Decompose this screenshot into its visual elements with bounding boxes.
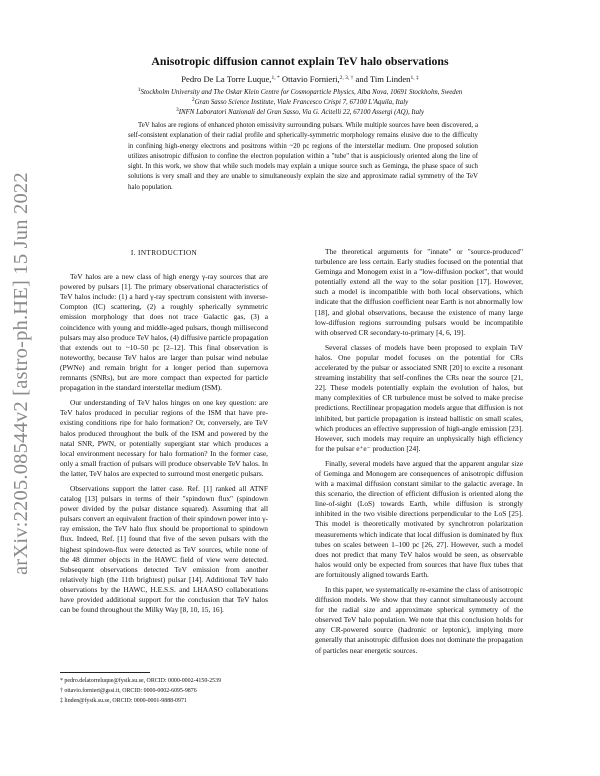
abstract: TeV halos are regions of enhanced photon emissivity surrounding pulsars. While multiple sources have been discovered, a self-consistent explanation of their radial profile and spherically-symmetric morphology remains elusive due to the difficulty in confining high-energy electrons and positrons within ~20 pc regions of the interstellar medium. One proposed solution utilizes anisotropic diffusion to confine the electron population within a "tube" that is auspiciously oriented along the line of sight. In this work, we show that while such models may explain a unique source such as Geminga, the phase space of such solutions is very small and they are unable to simultaneously explain the size and approximate radial symmetry of the TeV halo population. bbox=[128, 122, 478, 191]
section-heading: I. INTRODUCTION bbox=[130, 249, 198, 257]
footnote: ‡ linden@fysik.su.se, ORCID: 0000-0001-9888-0971 bbox=[60, 698, 187, 705]
author-name: Ottavio Fornieri, bbox=[281, 74, 340, 84]
author-list bbox=[0, 74, 600, 84]
arxiv-identifier: arXiv:2205.08544v2 [astro-ph.HE] 15 Jun 2022 bbox=[10, 172, 32, 575]
paragraph: Several classes of models have been proposed to explain TeV halos. One popular model focuses on the potential for CRs accelerated by the pulsar or associated SNR [20] to excite a resonant streaming instability that self-confines the CRs near the source [21, 22]. These models potentially explain the evolution of halos, but many complexities of CR turbulence must be solved to make precise predictions. Rectilinear propagation models argue that diffusion is not inhibited, but particle propagation is instead ballistic on small scales, which produces an effective suppression of high-angle emission [23]. However, such models may require an unphysically high efficiency for the pulsar e⁺e⁻ production [24]. bbox=[315, 342, 523, 453]
paragraph: Finally, several models have argued that the apparent angular size of Geminga and Monogem are consequences of anisotropic diffusion with a maximal diffusion constant similar to the galactic average. In this scenario, the direction of efficient diffusion is oriented along the line-of-sight (LoS) towards Earth, while diffusion is strongly inhibited in the two visible directions perpendicular to the LoS [25]. This model is theoretically motivated by synchrotron polarization measurements which indicate that local diffusion is dominated by flux tubes on scales between 1–100 pc [26, 27]. However, such a model does not predict that many TeV halos would be seen, as observable halos would only be expected from sources that have flux tubes that are fortuitously aligned towards Earth. bbox=[315, 458, 523, 579]
footnote-rule bbox=[60, 672, 150, 673]
right-column bbox=[315, 247, 523, 661]
paper-title: Anisotropic diffusion cannot explain TeV halo observations bbox=[151, 54, 449, 68]
affiliation: $^2$Gran Sasso Science Institute, Viale Francesco Crispi 7, 67100 L'Aquila, Italy bbox=[191, 97, 409, 106]
footnotes bbox=[60, 672, 272, 706]
paragraph: TeV halos are a new class of high energy γ-ray sources that are powered by pulsars [1]. The primary observational characteristics of TeV halos include: (1) a hard γ-ray spectrum consistent with inverse-Compton (IC) scattering, (2) a roughly spherically symmetric emission morphology that does not trace Galactic gas, (3) a coincidence with young and middle-aged pulsars, though millisecond pulsars may also produce TeV halos, (4) diffusive particle propagation that extends out to ~10–50 pc [2–12]. This final observation is noteworthy, because TeV halos are larger than pulsar wind nebulae (PWNe) and remain bright for a longer period than supernova remnants (SNRs), but are more compact than expected for particle propagation in the standard interstellar medium (ISM). bbox=[60, 272, 269, 393]
author-conjunction: and bbox=[355, 74, 368, 84]
footnote: † ottavio.fornieri@gssi.it, ORCID: 0000-0002-6095-9876 bbox=[60, 688, 197, 695]
paragraph: In this paper, we systematically re-examine the class of anisotropic diffusion models. We show that they cannot simultaneously account for the radial size and approximate spherical symmetry of the observed TeV halo population. We note that this conclusion holds for any CR-powered source (hadronic or leptonic), implying more generally that anisotropic diffusion does not dominate the propagation of particles near energetic sources. bbox=[315, 585, 523, 655]
left-column bbox=[60, 247, 268, 620]
author-marker: 1, ‡ bbox=[410, 75, 419, 81]
author-name: Pedro De La Torre Luque, bbox=[181, 74, 272, 84]
affiliation: $^3$INFN Laboratori Nazionali del Gran Sasso, Via G. Acitelli 22, 67100 Assergi (AQ), Italy bbox=[175, 107, 425, 116]
paragraph: Observations support the latter case. Ref. [1] ranked all ATNF catalog [13] pulsars in terms of their "spindown flux" (spindown power divided by the pulsar distance squared). Assuming that all pulsars convert an equivalent fraction of their spindown power into γ-ray emission, the TeV halo flux should be proportional to spindown flux. Indeed, Ref. [1] found that five of the seven pulsars with the highest spindown-flux were detected as TeV sources, while none of the 48 dimmer objects in the HAWC field of view were detected. Subsequent observations detected TeV emission from another relatively high (the 11th brightest) pulsar [14]. Additional TeV halo observations by the HAWC, H.E.S.S. and LHAASO collaborations have provided additional support for the conclusion that TeV halos can be found throughout the Milky Way [8, 10, 15, 16]. bbox=[60, 483, 268, 615]
author-marker: 2, 3, † bbox=[339, 75, 354, 81]
author-marker: 1, * bbox=[271, 75, 280, 81]
paragraph: Our understanding of TeV halos hinges on one key question: are TeV halos produced in peculiar regions of the ISM that have pre-existing conditions ripe for halo formation? Or, conversely, are TeV halos produced throughout the bulk of the ISM and powered by the natal SNR, PWN, or potentially supergiant star which produces a local environment necessary for halo formation? In the former case, only a small fraction of pulsars will produce observable TeV halos. In the latter, TeV halos are expected to surround most energetic pulsars. bbox=[60, 398, 268, 478]
footnote: * pedro.delatorreluque@fysik.su.se, ORCID: 0000-0002-4150-2539 bbox=[60, 678, 222, 684]
affiliation: $^1$Stockholm University and The Oskar Klein Centre for Cosmoparticle Physics, Alba Nova, 10691 Stockholm, Sweden bbox=[137, 87, 463, 96]
paragraph: The theoretical arguments for "innate" or "source-produced" turbulence are less certain. Early studies focused on the potential that Geminga and Monogem exist in a "low-diffusion pocket", that would potentially extend all the way to the solar position [17]. However, such a model is incompatible with both local observations, which indicate that the diffusion coefficient near Earth is not abnormally low [18], and global observations, because the existence of many large low-diffusion regions surrounding pulsars would be incompatible with observed CR secondary-to-primary [4, 6, 19]. bbox=[315, 247, 523, 337]
author-name: Tim Linden bbox=[369, 74, 411, 84]
